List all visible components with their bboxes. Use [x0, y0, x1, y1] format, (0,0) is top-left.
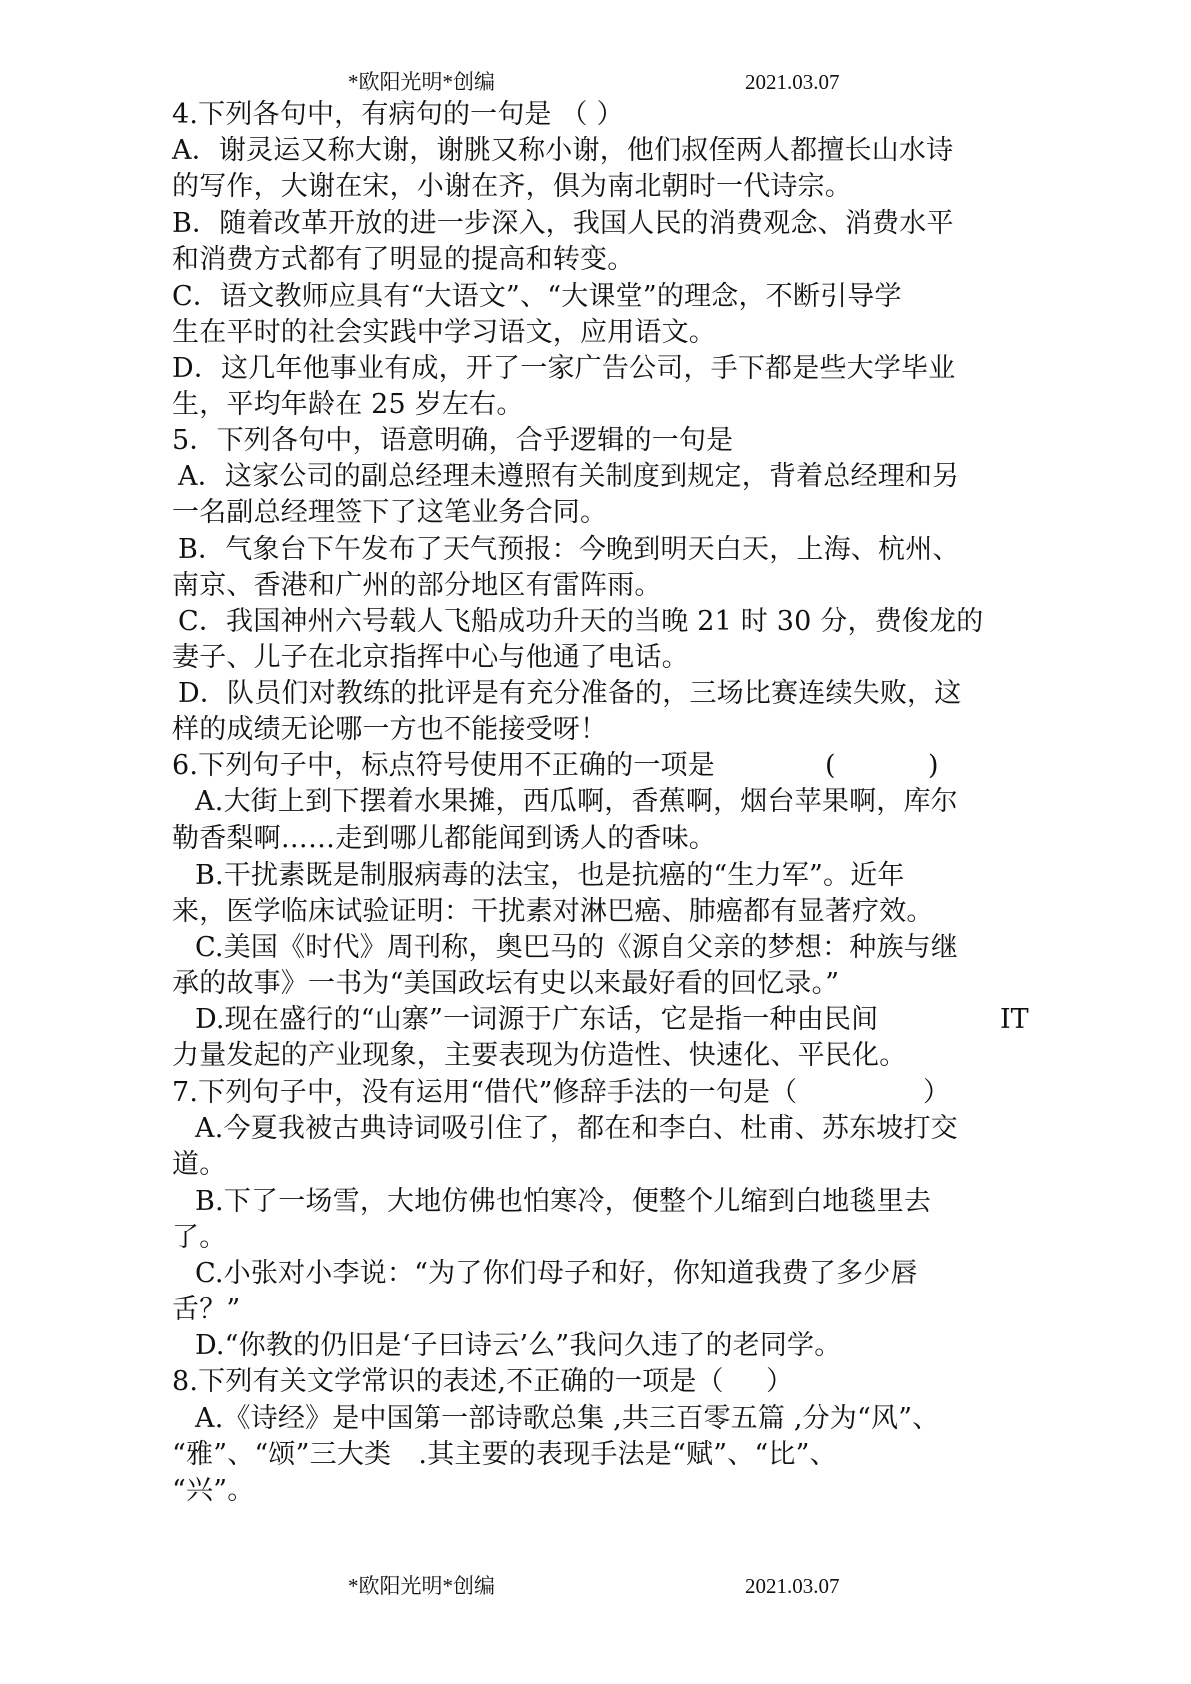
footer-author: *欧阳光明*创编: [348, 1574, 495, 1598]
question-6-stem: 6.下列句子中，标点符号使用不正确的一项是: [172, 750, 715, 781]
q6-answer-paren-close: ): [928, 750, 939, 781]
q7-answer-paren-close: ）: [923, 1077, 950, 1108]
q5-option-a-line-2: 一名副总经理签下了这笔业务合同。: [172, 497, 608, 528]
q4-option-c-line-2: 生在平时的社会实践中学习语文，应用语文。: [172, 317, 716, 348]
q4-option-a-line-2: 的写作，大谢在宋，小谢在齐，俱为南北朝时一代诗宗。: [172, 171, 852, 202]
q6-option-c-line-1: C.美国《时代》周刊称，奥巴马的《源自父亲的梦想：种族与继: [195, 932, 959, 963]
q4-option-c-line-1: C．语文教师应具有“大语文”、“大课堂”的理念，不断引导学: [172, 281, 902, 312]
q6-option-d-line-2: 力量发起的产业现象，主要表现为仿造性、快速化、平民化。: [172, 1040, 907, 1071]
q6-answer-paren-open: (: [825, 750, 836, 781]
footer-date: 2021.03.07: [745, 1574, 840, 1598]
q8-option-a-line-1: A.《诗经》是中国第一部诗歌总集 ,共三百零五篇 ,分为“风”、: [195, 1403, 940, 1434]
q7-option-a-line-1: A.今夏我被古典诗词吸引住了，都在和李白、杜甫、苏东坡打交: [195, 1113, 958, 1144]
q4-option-a-line-1: A．谢灵运又称大谢，谢朓又称小谢，他们叔侄两人都擅长山水诗: [172, 135, 954, 166]
q4-option-b-line-1: B．随着改革开放的进一步深入，我国人民的消费观念、消费水平: [172, 208, 954, 239]
q7-option-c-line-2: 舌？”: [172, 1294, 241, 1325]
q8-option-a-line-3: “兴”。: [172, 1475, 255, 1506]
q7-option-c-line-1: C.小张对小李说：“为了你们母子和好，你知道我费了多少唇: [195, 1258, 918, 1289]
q5-option-b-line-1: B．气象台下午发布了天气预报：今晚到明天白天，上海、杭州、: [178, 534, 960, 565]
q5-option-c-line-2: 妻子、儿子在北京指挥中心与他通了电话。: [172, 642, 689, 673]
q6-option-a-line-2: 勒香梨啊……走到哪儿都能闻到诱人的香味。: [172, 823, 716, 854]
q4-option-d-line-2: 生，平均年龄在 25 岁左右。: [172, 389, 524, 420]
q7-option-b-line-2: 了。: [172, 1222, 227, 1253]
q8-answer-paren-close: ）: [766, 1366, 793, 1397]
q7-option-a-line-2: 道。: [172, 1149, 227, 1180]
q6-option-a-line-1: A.大街上到下摆着水果摊，西瓜啊，香蕉啊，烟台苹果啊，库尔: [195, 786, 958, 817]
header-author: *欧阳光明*创编: [348, 70, 495, 94]
q5-option-d-line-2: 样的成绩无论哪一方也不能接受呀！: [172, 714, 608, 745]
q6-option-d-line-1: D.现在盛行的“山寨”一词源于广东话，它是指一种由民间: [195, 1004, 879, 1035]
q6-option-b-line-2: 来，医学临床试验证明：干扰素对淋巴癌、肺癌都有显著疗效。: [172, 896, 934, 927]
q5-option-b-line-2: 南京、香港和广州的部分地区有雷阵雨。: [172, 570, 662, 601]
q5-option-d-line-1: D．队员们对教练的批评是有充分准备的，三场比赛连续失败，这: [178, 678, 962, 709]
question-4-stem: 4.下列各句中，有病句的一句是 （ ）: [172, 99, 624, 130]
question-7-stem: 7.下列句子中，没有运用“借代”修辞手法的一句是（: [172, 1077, 798, 1108]
q7-option-d: D.“你教的仍旧是‘子曰诗云’么”我问久违了的老同学。: [195, 1330, 842, 1361]
question-8-stem: 8.下列有关文学常识的表述,不正确的一项是（: [172, 1366, 724, 1397]
q5-option-c-line-1: C．我国神州六号载人飞船成功升天的当晚 21 时 30 分，费俊龙的: [178, 606, 984, 637]
q7-option-b-line-1: B.下了一场雪，大地仿佛也怕寒冷，便整个儿缩到白地毯里去: [195, 1186, 932, 1217]
q6-option-b-line-1: B.干扰素既是制服病毒的法宝，也是抗癌的“生力军”。近年: [195, 860, 905, 891]
q4-option-d-line-1: D．这几年他事业有成，开了一家广告公司，手下都是些大学毕业: [172, 353, 956, 384]
q6-option-c-line-2: 承的故事》一书为“美国政坛有史以来最好看的回忆录。”: [172, 968, 840, 999]
question-5-stem: 5．下列各句中，语意明确，合乎逻辑的一句是: [172, 425, 734, 456]
q8-option-a-line-2: “雅”、“颂”三大类 .其主要的表现手法是“赋”、“比”、: [172, 1439, 837, 1470]
q4-option-b-line-2: 和消费方式都有了明显的提高和转变。: [172, 244, 635, 275]
q5-option-a-line-1: A．这家公司的副总经理未遵照有关制度到规定，背着总经理和另: [178, 461, 960, 492]
header-date: 2021.03.07: [745, 70, 840, 94]
q6-option-d-it: IT: [1000, 1004, 1029, 1035]
